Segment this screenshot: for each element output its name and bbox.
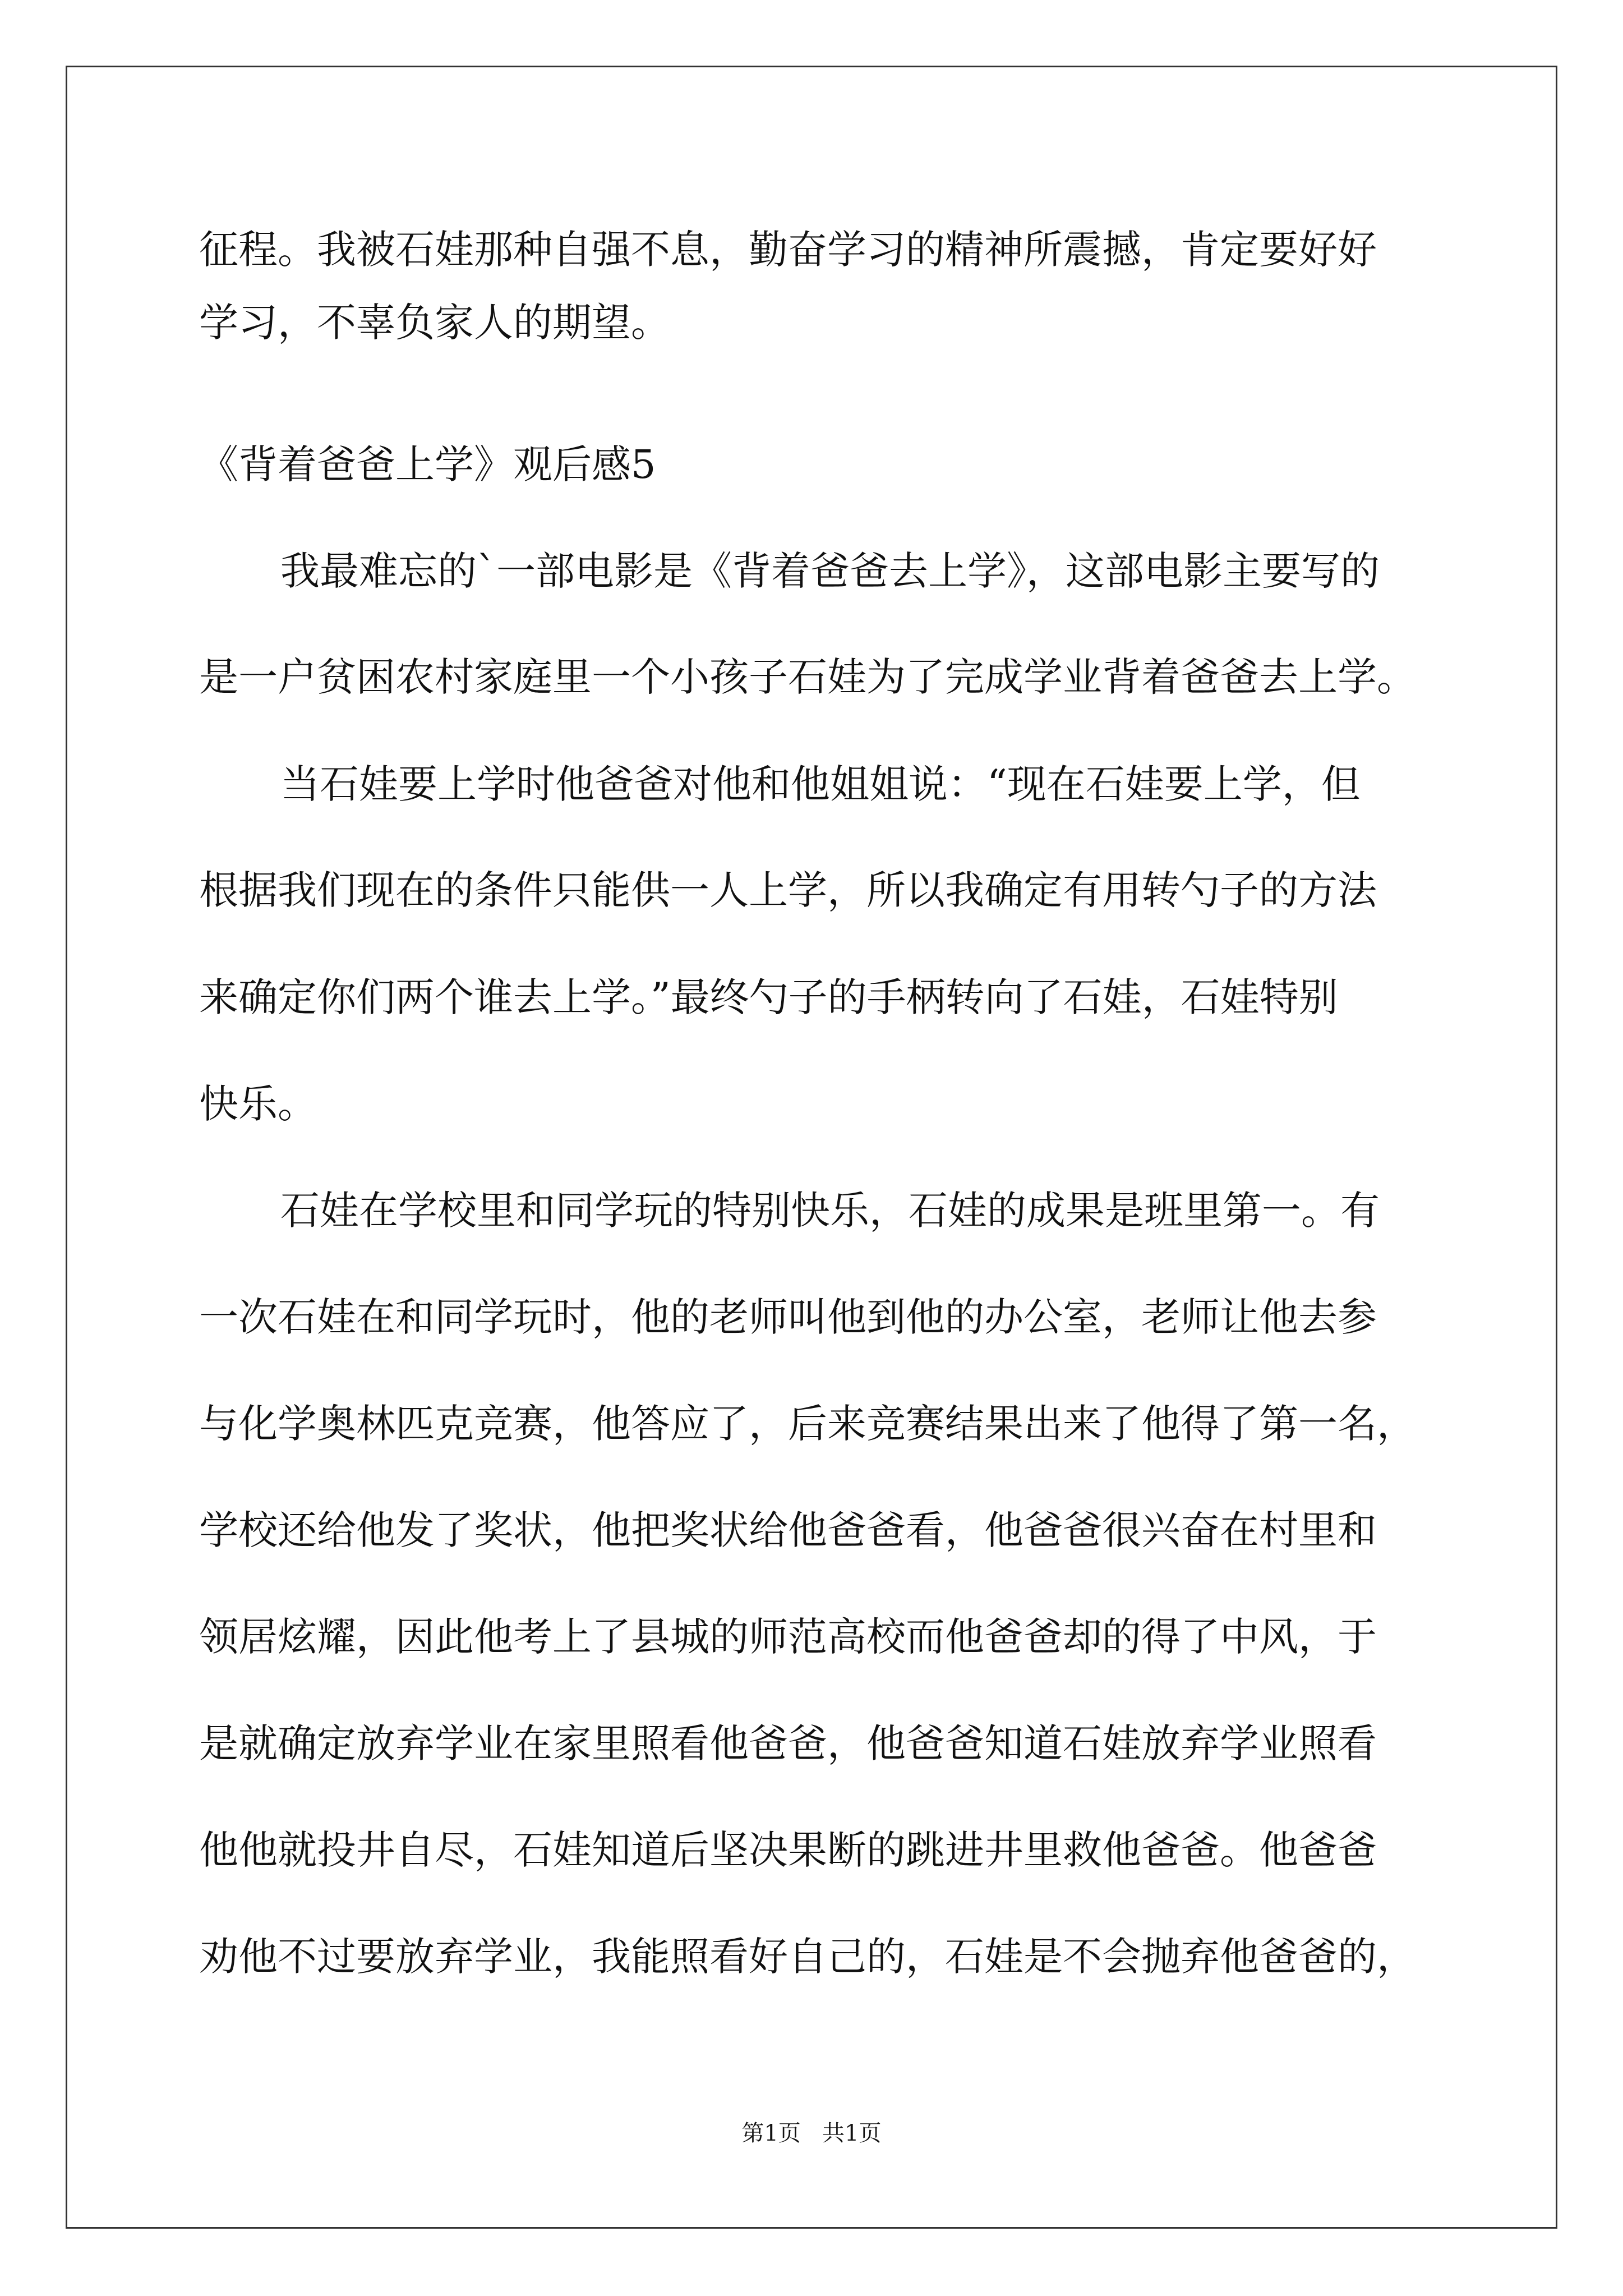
body-text-line: 征程。我被石娃那种自强不息，勤奋学习的精神所震撼，肯定要好好 bbox=[199, 227, 1377, 273]
body-text-line: 学校还给他发了奖状，他把奖状给他爸爸看，他爸爸很兴奋在村里和 bbox=[199, 1507, 1377, 1553]
body-text-line: 领居炫耀，因此他考上了县城的师范高校而他爸爸却的得了中风，于 bbox=[199, 1614, 1377, 1660]
body-text-line: 当石娃要上学时他爸爸对他和他姐姐说：“现在石娃要上学，但 bbox=[280, 761, 1361, 807]
body-text-line: 是就确定放弃学业在家里照看他爸爸，他爸爸知道石娃放弃学业照看 bbox=[199, 1720, 1377, 1766]
body-text-line: 劝他不过要放弃学业，我能照看好自己的，石娃是不会抛弃他爸爸的， bbox=[199, 1934, 1416, 1980]
body-text-line: 一次石娃在和同学玩时，他的老师叫他到他的办公室，老师让他去参 bbox=[199, 1294, 1377, 1340]
body-text-line: 快乐。 bbox=[199, 1081, 317, 1127]
body-text-line: 根据我们现在的条件只能供一人上学，所以我确定有用转勺子的方法 bbox=[199, 867, 1377, 913]
page-number-footer: 第1页 共1页 bbox=[741, 2120, 882, 2146]
body-text-line: 他他就投井自尽，石娃知道后坚决果断的跳进井里救他爸爸。他爸爸 bbox=[199, 1827, 1377, 1873]
body-text-line: 与化学奥林匹克竞赛，他答应了，后来竞赛结果出来了他得了第一名， bbox=[199, 1401, 1416, 1447]
body-text-line: 我最难忘的`一部电影是《背着爸爸去上学》，这部电影主要写的 bbox=[280, 548, 1380, 594]
body-text-line: 石娃在学校里和同学玩的特别快乐，石娃的成果是班里第一。有 bbox=[280, 1188, 1380, 1234]
body-text-line: 是一户贫困农村家庭里一个小孩子石娃为了完成学业背着爸爸去上学。 bbox=[199, 654, 1416, 700]
page-border bbox=[66, 66, 1557, 2229]
section-heading: 《背着爸爸上学》观后感5 bbox=[199, 441, 656, 487]
body-text-line: 来确定你们两个谁去上学。”最终勺子的手柄转向了石娃，石娃特别 bbox=[199, 974, 1338, 1020]
body-text-line: 学习，不辜负家人的期望。 bbox=[199, 300, 670, 346]
